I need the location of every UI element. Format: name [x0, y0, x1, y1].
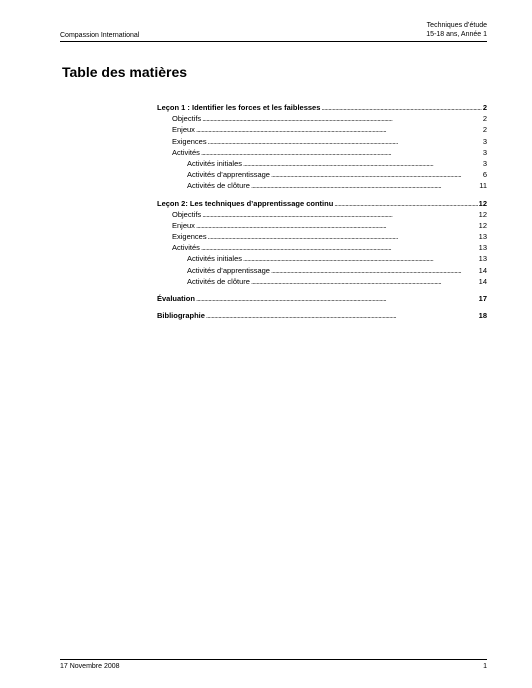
toc-dot-leader — [243, 159, 482, 168]
toc-entry-label: Activités de clôture — [187, 181, 250, 191]
header-course-info — [426, 21, 487, 39]
toc-dot-leader — [251, 277, 478, 286]
header-rule — [60, 41, 487, 42]
toc-dot-leader — [251, 181, 478, 190]
toc-entry-page: 3 — [482, 136, 487, 146]
toc-dot-leader — [202, 114, 482, 123]
toc-entry-page: 12 — [478, 198, 487, 208]
toc-dot-leader — [201, 148, 482, 157]
toc-entry-page: 13 — [478, 232, 487, 242]
toc-entry-page: 6 — [482, 170, 487, 180]
toc-entry[interactable] — [157, 114, 487, 125]
toc-entry-page: 17 — [478, 294, 487, 303]
toc-entry[interactable] — [157, 137, 487, 148]
toc-entry-label: Exigences — [172, 136, 207, 146]
toc-entry[interactable] — [157, 170, 487, 181]
toc-entry-label: Bibliographie — [157, 311, 205, 321]
header-course-title: Techniques d’étude — [426, 22, 487, 29]
toc-entry-page: 12 — [478, 209, 487, 219]
toc-entry[interactable] — [157, 277, 487, 288]
toc-entry-label: Objectifs — [172, 114, 202, 124]
toc-entry-label: Activités de clôture — [187, 276, 250, 286]
toc-entry[interactable] — [157, 181, 487, 192]
footer-date: 17 Novembre 2008 — [60, 663, 120, 670]
toc-entry[interactable] — [157, 148, 487, 159]
toc-entry-label: Activités d’apprentissage — [187, 265, 270, 275]
toc-entry-page: 2 — [482, 103, 487, 112]
toc-dot-leader — [201, 243, 478, 252]
toc-entry[interactable] — [157, 232, 487, 243]
toc-entry[interactable] — [157, 294, 487, 305]
toc-entry-label: Leçon 2: Les techniques d’apprentissage continu — [157, 198, 334, 208]
toc-dot-leader — [196, 125, 482, 134]
toc-entry-label: Enjeux — [172, 125, 195, 135]
toc-entry-page: 12 — [478, 220, 487, 230]
toc-entry[interactable] — [157, 266, 487, 277]
toc-dot-leader — [271, 266, 478, 275]
header-organization: Compassion International — [60, 32, 140, 39]
toc-entry-label: Activités — [172, 147, 200, 157]
toc-dot-leader — [208, 137, 482, 146]
page-title: Table des matières — [62, 64, 188, 80]
toc-dot-leader — [206, 311, 478, 320]
table-of-contents — [157, 103, 487, 322]
toc-entry[interactable] — [157, 125, 487, 136]
toc-dot-leader — [271, 170, 482, 179]
toc-entry-page: 2 — [482, 114, 487, 124]
toc-entry-label: Objectifs — [172, 209, 202, 219]
toc-entry[interactable] — [157, 254, 487, 265]
toc-dot-leader — [321, 103, 481, 112]
toc-entry-label: Activités initiales — [187, 254, 243, 264]
toc-entry-label: Activités initiales — [187, 158, 243, 168]
toc-entry-label: Évaluation — [157, 294, 195, 303]
toc-entry-label: Leçon 1 : Identifier les forces et les faiblesses — [157, 103, 321, 112]
toc-entry-page: 2 — [482, 125, 487, 135]
toc-dot-leader — [202, 210, 477, 219]
toc-entry-label: Activités — [172, 243, 200, 253]
toc-entry-page: 13 — [478, 243, 487, 253]
toc-entry[interactable] — [157, 221, 487, 232]
toc-entry[interactable] — [157, 243, 487, 254]
toc-entry[interactable] — [157, 199, 487, 210]
toc-entry-page: 14 — [478, 265, 487, 275]
toc-entry[interactable] — [157, 311, 487, 322]
toc-dot-leader — [243, 254, 478, 263]
toc-entry-page: 3 — [482, 147, 487, 157]
toc-dot-leader — [334, 199, 477, 208]
toc-entry-page: 14 — [478, 276, 487, 286]
toc-dot-leader — [196, 294, 478, 303]
toc-entry-page: 13 — [478, 254, 487, 264]
toc-entry-page: 11 — [479, 181, 487, 191]
toc-entry[interactable] — [157, 210, 487, 221]
toc-entry-label: Enjeux — [172, 220, 195, 230]
toc-dot-leader — [208, 232, 478, 241]
toc-entry[interactable] — [157, 103, 487, 114]
footer-rule — [60, 659, 487, 660]
toc-entry-label: Activités d’apprentissage — [187, 170, 270, 180]
toc-entry[interactable] — [157, 159, 487, 170]
header-course-level: 15-18 ans, Année 1 — [426, 31, 487, 38]
toc-dot-leader — [196, 221, 478, 230]
toc-entry-page: 3 — [482, 158, 487, 168]
footer-page-number: 1 — [483, 663, 487, 670]
toc-entry-page: 18 — [478, 311, 487, 321]
toc-entry-label: Exigences — [172, 232, 207, 242]
